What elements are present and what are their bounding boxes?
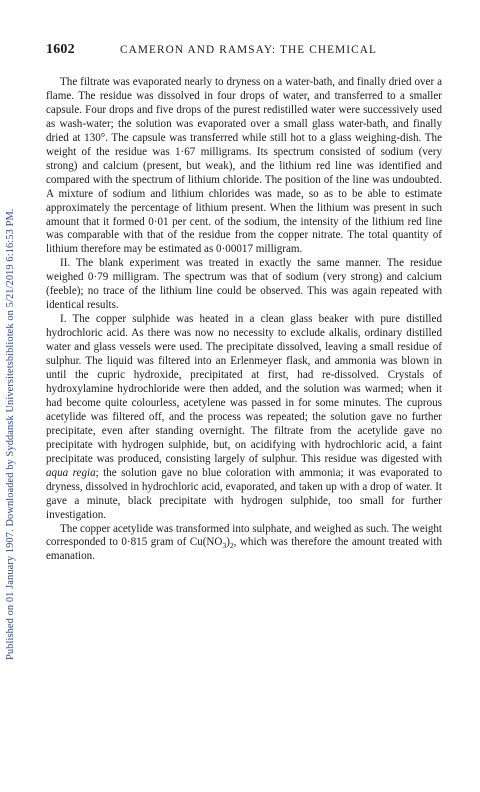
paragraph-copper-acetylide [46, 523, 442, 565]
provenance-stamp-text: Published on 01 January 1907. Downloaded by Syddansk Universitetsbibliotek on 5/21/2019 6:16:53 PM. [5, 208, 16, 660]
article-body [46, 76, 442, 564]
formula-paren: ) [226, 536, 230, 549]
page-number: 1602 [46, 42, 75, 57]
paragraph-blank-experiment: II. The blank experiment was treated in exactly the same manner. The residue weighed 0·79 milligram. The spectrum was that of sodium (very strong) and calcium (feeble); no trace of the lithium line could be observed. This was again repeated with identical results. [46, 257, 442, 312]
formula-subscript-3: 3 [222, 541, 227, 551]
paragraph-filtrate: The filtrate was evaporated nearly to dryness on a water-bath, and finally dried over a flame. The residue was dissolved in four drops of water, and transferred to a smaller capsule. Four drops and five drops of the purest redistilled water were successively used as wash-water; the solution was evaporated over a small glass water-bath, and finally dried at 130°. The capsule was transferred while still hot to a glass weighing-dish. The weight of the residue was 1·67 milligrams. Its spectrum consisted of sodium (very strong) and calcium (present, but weak), and the lithium red line was identified and compared with the spectrum of lithium chloride. The position of the line was undoubted. A mixture of sodium and lithium chlorides was made, so as to be able to estimate approximately the percentage of lithium present. When the lithium was present in such amount that it formed 0·01 per cent. of the sodium, the intensity of the lithium red line was comparable with that of the residue from the copper nitrate. The total quantity of lithium therefore may be estimated as 0·00017 milligram. [46, 76, 442, 256]
italic-term: aqua regia [46, 466, 96, 479]
formula-subscript-2: 2 [229, 541, 234, 551]
paragraph-copper-sulphide-tail: ; the solution gave no blue coloration with ammonia; it was evaporated to dryness, dissolved in hydrochloric acid, evaporated, and taken up with a drop of water. It gave a minute, black precipitate with hydrogen sulphide, too small for further investigation. [46, 466, 443, 521]
page-header [46, 42, 442, 58]
paragraph-acetylide-text: The copper acetylide was transformed into sulphate, and weighed as such. The weight corresponded to 0·815 gram of Cu(NO [46, 522, 442, 549]
paragraph-copper-sulphide-text: I. The copper sulphide was heated in a clean glass beaker with pure distilled hydrochloric acid. As there was now no necessity to exclude alkalis, ordinary distilled water and glass vessels were used. The precipitate dissolved, leaving a small residue of sulphur. The liquid was filtered into an Erlenmeyer flask, and ammonia was blown in until the cupric hydroxide, precipitated at first, had re-dissolved. Crystals of hydroxylamine hydrochloride were then added, and the solution was warmed; when it had become quite colourless, acetylene was passed in for some minutes. The cuprous acetylide was filtered off, and the process was repeated; the solution gave no further precipitate, even after standing overnight. The filtrate from the acetylide gave no precipitate with hydrogen sulphide, but, on acidifying with hydrochloric acid, a faint precipitate was produced, consisting largely of sulphur. This residue was digested with [46, 313, 442, 465]
paragraph-copper-sulphide [46, 313, 442, 522]
running-head: CAMERON AND RAMSAY: THE CHEMICAL [120, 44, 377, 56]
paragraph-acetylide-tail: , which was therefore the amount treated with emanation. [46, 536, 442, 563]
provenance-stamp [3, 40, 17, 660]
